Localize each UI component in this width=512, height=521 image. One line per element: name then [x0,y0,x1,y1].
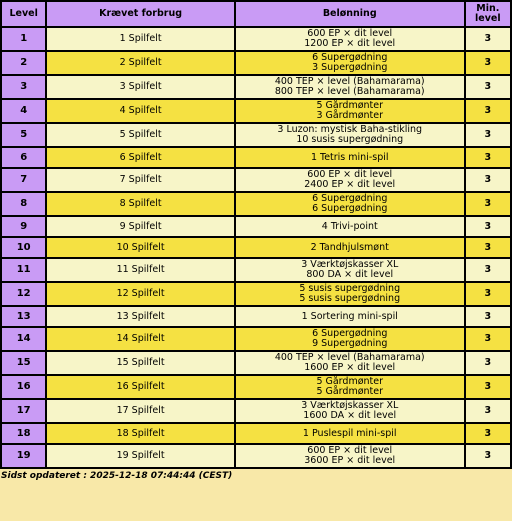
min-level-cell: 3 [466,28,510,50]
reward-line: 6 Supergødning [312,193,388,204]
level-cell: 8 [2,193,45,215]
reward-cell [236,100,464,122]
level-cell: 7 [2,169,45,191]
reward-line: 6 Supergødning [312,328,388,339]
min-level-cell: 3 [466,100,510,122]
required-cell: 15 Spilfelt [47,352,233,374]
reward-line: 800 TEP × level (Bahamarama) [274,86,425,97]
reward-line: 600 EP × dit level [307,445,393,456]
required-cell: 3 Spilfelt [47,76,233,98]
min-level-cell: 3 [466,259,510,281]
table-row [2,193,510,215]
reward-line: 2 Tandhjulsmønt [310,241,389,253]
reward-line: 5 Gårdmønter [316,100,384,111]
reward-cell [236,328,464,350]
reward-line: 1 Tetris mini-spil [310,151,389,163]
min-level-cell: 3 [466,217,510,236]
level-cell: 9 [2,217,45,236]
required-cell: 5 Spilfelt [47,124,233,146]
reward-cell [236,259,464,281]
min-level-cell: 3 [466,376,510,398]
level-cell: 14 [2,328,45,350]
table-row [2,169,510,191]
reward-cell [236,217,464,236]
table-row [2,100,510,122]
level-cell: 4 [2,100,45,122]
level-cell: 18 [2,424,45,443]
required-cell: 11 Spilfelt [47,259,233,281]
reward-line: 1600 EP × dit level [304,362,396,373]
reward-line: 3 Værktøjskasser XL [301,259,399,270]
reward-line: 3 Værktøjskasser XL [301,400,399,411]
table-row [2,352,510,374]
reward-cell [236,424,464,443]
reward-cell [236,307,464,326]
reward-cell [236,283,464,305]
table-row [2,217,510,236]
header-level: Level [2,2,45,26]
required-cell: 2 Spilfelt [47,52,233,74]
reward-line: 2400 EP × dit level [304,179,396,190]
reward-line: 3 Luzon: mystisk Baha-stikling [277,124,423,135]
reward-cell [236,193,464,215]
table-row [2,400,510,422]
header-reward: Belønning [236,2,464,26]
required-cell: 18 Spilfelt [47,424,233,443]
reward-line: 3 Supergødning [312,62,388,73]
table-row [2,148,510,167]
reward-line: 5 Gårdmønter [316,386,384,397]
reward-cell [236,148,464,167]
min-level-cell: 3 [466,76,510,98]
required-cell: 19 Spilfelt [47,445,233,467]
level-cell: 1 [2,28,45,50]
level-cell: 15 [2,352,45,374]
required-cell: 10 Spilfelt [47,238,233,257]
min-level-cell: 3 [466,238,510,257]
reward-line: 800 DA × dit level [306,269,394,280]
reward-cell [236,52,464,74]
required-cell: 4 Spilfelt [47,100,233,122]
min-level-cell: 3 [466,283,510,305]
reward-line: 1 Sortering mini-spil [301,310,398,322]
header-row [2,2,510,26]
reward-line: 400 TEP × level (Bahamarama) [274,76,425,87]
level-cell: 16 [2,376,45,398]
level-cell: 6 [2,148,45,167]
min-level-cell: 3 [466,124,510,146]
required-cell: 12 Spilfelt [47,283,233,305]
reward-line: 6 Supergødning [312,52,388,63]
reward-cell [236,238,464,257]
header-min-level-line1: Min. [476,3,500,14]
level-cell: 5 [2,124,45,146]
reward-line: 4 Trivi-point [321,220,378,232]
level-cell: 12 [2,283,45,305]
table-row [2,124,510,146]
min-level-cell: 3 [466,328,510,350]
required-cell: 7 Spilfelt [47,169,233,191]
required-cell: 9 Spilfelt [47,217,233,236]
min-level-cell: 3 [466,424,510,443]
reward-cell [236,76,464,98]
last-updated: Sidst opdateret : 2025-12-18 07:44:44 (CEST) [1,471,233,481]
required-cell: 13 Spilfelt [47,307,233,326]
reward-line: 600 EP × dit level [307,28,393,39]
table-row [2,52,510,74]
reward-line: 10 susis supergødning [296,134,404,145]
min-level-cell: 3 [466,445,510,467]
reward-cell [236,400,464,422]
reward-line: 6 Supergødning [312,203,388,214]
level-cell: 11 [2,259,45,281]
required-cell: 6 Spilfelt [47,148,233,167]
table-row [2,238,510,257]
reward-line: 1200 EP × dit level [304,38,396,49]
header-required: Krævet forbrug [47,2,233,26]
reward-line: 400 TEP × level (Bahamarama) [274,352,425,363]
header-min-level-line2: level [475,13,501,24]
reward-line: 5 susis supergødning [299,283,401,294]
required-cell: 1 Spilfelt [47,28,233,50]
reward-line: 3600 EP × dit level [304,455,396,466]
reward-line: 5 Gårdmønter [316,376,384,387]
table-row [2,28,510,50]
level-cell: 10 [2,238,45,257]
required-cell: 17 Spilfelt [47,400,233,422]
min-level-cell: 3 [466,352,510,374]
reward-cell [236,124,464,146]
reward-line: 600 EP × dit level [307,169,393,180]
reward-cell [236,169,464,191]
required-cell: 16 Spilfelt [47,376,233,398]
table-row [2,76,510,98]
reward-cell [236,376,464,398]
min-level-cell: 3 [466,52,510,74]
level-cell: 13 [2,307,45,326]
reward-cell [236,28,464,50]
level-cell: 3 [2,76,45,98]
table-row [2,307,510,326]
reward-cell [236,352,464,374]
reward-line: 9 Supergødning [312,338,388,349]
level-cell: 2 [2,52,45,74]
min-level-cell: 3 [466,148,510,167]
min-level-cell: 3 [466,169,510,191]
table-row [2,445,510,467]
reward-line: 5 susis supergødning [299,293,401,304]
required-cell: 14 Spilfelt [47,328,233,350]
table-row [2,376,510,398]
table-row [2,328,510,350]
reward-line: 1 Puslespil mini-spil [302,427,397,439]
min-level-cell: 3 [466,400,510,422]
level-cell: 19 [2,445,45,467]
min-level-cell: 3 [466,307,510,326]
min-level-cell: 3 [466,193,510,215]
reward-line: 1600 DA × dit level [303,410,397,421]
header-min-level [466,2,510,26]
table-row [2,283,510,305]
table-row [2,424,510,443]
reward-line: 3 Gårdmønter [316,110,384,121]
reward-cell [236,445,464,467]
level-cell: 17 [2,400,45,422]
table-row [2,259,510,281]
required-cell: 8 Spilfelt [47,193,233,215]
